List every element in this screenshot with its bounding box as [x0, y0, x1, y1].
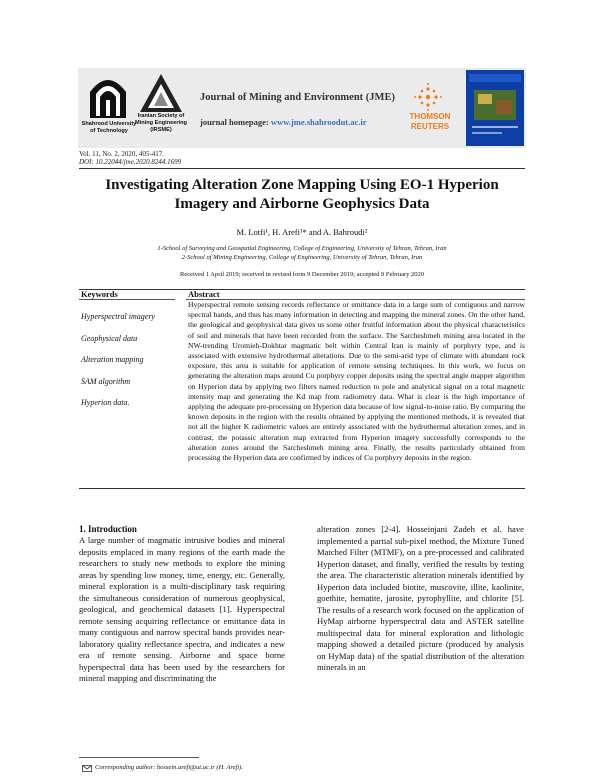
- irsme-logo-text: Iranian Society of Mining Engineering (IRSME): [135, 113, 187, 133]
- journal-title: Journal of Mining and Environment (JME): [200, 92, 395, 103]
- authors: M. Lotfi¹, H. Arefi¹* and A. Bahroudi²: [236, 227, 368, 237]
- abstract-heading: Abstract: [188, 289, 220, 299]
- reuters-line: REUTERS: [410, 122, 450, 131]
- header-divider: [79, 168, 525, 169]
- doi-line: DOI: 10.22044/jme.2020.8244.1699: [79, 158, 182, 166]
- keywords-divider: [79, 299, 175, 300]
- keyword-item: Geophysical data: [81, 334, 138, 343]
- homepage-link[interactable]: www.jme.shahroodut.ac.ir: [270, 117, 367, 127]
- volume-info: [79, 150, 181, 166]
- journal-homepage: [200, 117, 367, 127]
- thomson-reuters-text: [402, 112, 458, 132]
- keyword-item: SAM algorithm: [81, 377, 131, 386]
- irsme-logo-icon: [138, 72, 184, 118]
- volume-line: Vol. 11, No. 2, 2020, 405-417.: [79, 150, 164, 158]
- envelope-icon: [82, 765, 92, 772]
- article-title: Investigating Alteration Zone Mapping Using EO-1 Hyperion Imagery and Airborne Geophysics Data: [105, 177, 499, 212]
- keywords-heading: Keywords: [81, 289, 118, 299]
- journal-cover-image: [466, 70, 524, 146]
- corresponding-author: Corresponding author: hossein.arefi@ut.ac.ir (H. Arefi).: [95, 764, 243, 771]
- article-dates: Received 1 April 2019; received in revised form 9 December 2019; accepted 9 February 2020: [179, 271, 425, 278]
- shahrood-logo-text: Shahrood University of Technology: [81, 121, 137, 134]
- body-column-1: A large number of magmatic intrusive bodies and mineral deposits emplaced in many regions of the earth made the researchers to study new methods to explore the mining areas by spending low money, time, energy, etc. Generally, mineral exploration is a multi-disciplinary task requiring the simultaneous consideration of numerous geophysical, geological, and geochemical datasets [1]. Hyperspectral remote sensing acquiring reflectance or emittance data in many contiguous and narrow spectral bands provides near-laboratory quality reflectance spectra, and indicates a new era of remote sensing. Airborne and space borne hyperspectral data has been used by the researchers for mineral mapping and discriminating the: [79, 535, 285, 683]
- keyword-item: Alteration mapping: [81, 355, 144, 364]
- thomson-line: THOMSON: [409, 112, 451, 121]
- affiliation-2: 2-School of Mining Engineering, College of Engineering, University of Tehran, Tehran, Iran: [181, 254, 423, 261]
- body-column-2: alteration zones [2-4]. Hosseinjani Zadeh et al. have implemented a partial sub-pixel method, the Mixture Tuned Matched Filter (MTMF), on a pre-processed and calibrated Hyperion dataset, and finally, verified the results by testing the area. The characteristic alteration minerals identified by Hyperion data included biotite, muscovite, illite, kaolinite, goethite, hematite, jarosite, pyrophyllite, and chlorite [5]. The results of a research work focused on the application of HyMap airborne hyperspectral data and ASTER satellite multispectral data for mineral exploration and lithologic mapping showed a detailed picture (produced by analysis on HyMap data) of the spatial distribution of the alteration minerals in an: [317, 524, 524, 672]
- section-heading: 1. Introduction: [79, 524, 137, 534]
- homepage-label: journal homepage:: [200, 117, 269, 127]
- affiliation-1: 1-School of Surveying and Geospatial Engineering, College of Engineering, University of Tehran, Tehran, Iran: [157, 245, 447, 252]
- footnote-divider: [79, 757, 199, 758]
- keyword-item: Hyperion data.: [81, 398, 130, 407]
- keyword-item: Hyperspectral imagery: [81, 312, 155, 321]
- thomson-reuters-logo-icon: [400, 82, 456, 112]
- abstract-text: Hyperspectral remote sensing records reflectance or emittance data in a large sum of contiguous and narrow spectral bands, and thus has many information in detecting and mapping the mineral zones. On the other hand, the geological and geophysical data gives us some other fruitful information about the physical characteristics of soil and minerals that have been recorded from the surface. The Sarcheshmeh mining area located in the NW-trending Uromieh-Dokhtar magmatic belt within Central Iran is mainly of porphyry type, and is associated with extensive hydrothermal alterations. Due to the semi-arid type of climate with abundant rock exposure, this area is suitable for application of remote sensing techniques. In this work, we focus on generating the alteration maps around Cu porphyry copper deposits using the spectral angle mapper algorithm on Hyperion data by applying two filters named reduction to pole and analytical signal on a total magnetic intensity map and generating the Kd map from radiometry data. What is clear is the high importance of applying the adequate pre-processing on Hyperion data because of low signal-to-noise ratio. By comparing the known deposits in the region with the results obtained by applying the mentioned methods, it is revealed that not all the higher K radiometric values are entirely associated with the hydrothermal alteration zones, and in contrast, the potassic alteration map extracted from Hyperion imagery successfully corresponds to the alteration zones around the Sarcheshmeh mining area. Finally, the results particularly obtained from processing the Hyperion data are confirmed by indices of Cu porphyry deposits in the region.: [188, 300, 525, 463]
